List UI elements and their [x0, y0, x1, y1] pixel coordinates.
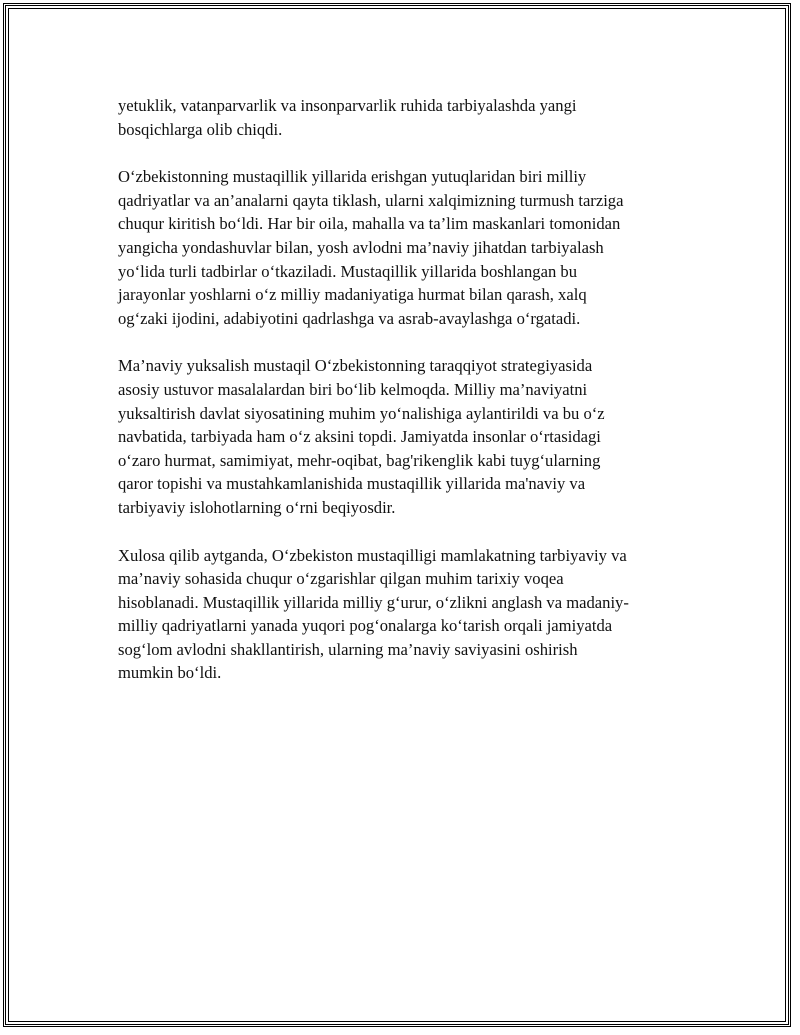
document-body: [118, 94, 698, 709]
text-line: jarayonlar yoshlarni o‘z milliy madaniyatiga hurmat bilan qarash, xalq: [118, 285, 587, 305]
text-line: qaror topishi va mustahkamlanishida mustaqillik yillarida ma'naviy va: [118, 474, 586, 494]
text-line: mumkin bo‘ldi.: [118, 663, 222, 683]
text-line: qadriyatlar va an’analarni qayta tiklash, ularni xalqimizning turmush tarziga: [118, 190, 624, 210]
text-line: yuksaltirish davlat siyosatining muhim yo‘nalishiga aylantirildi va bu o‘z: [118, 403, 605, 423]
text-line: chuqur kiritish bo‘ldi. Har bir oila, mahalla va ta’lim maskanlari tomonidan: [118, 214, 621, 234]
text-line: o‘zaro hurmat, samimiyat, mehr-oqibat, bag'rikenglik kabi tuyg‘ularning: [118, 450, 601, 470]
text-line: hisoblanadi. Mustaqillik yillarida milliy g‘urur, o‘zlikni anglash va madaniy-: [118, 592, 629, 612]
text-line: yetuklik, vatanparvarlik va insonparvarlik ruhida tarbiyalashda yangi: [118, 96, 577, 115]
paragraph-4: [118, 544, 698, 686]
text-line: milliy qadriyatlarni yanada yuqori pog‘onalarga ko‘tarish orqali jamiyatda: [118, 616, 613, 636]
paragraph-3: [118, 354, 698, 519]
text-line: Ma’naviy yuksalish mustaqil O‘zbekistonning taraqqiyot strategiyasida: [118, 356, 593, 376]
text-line: yangicha yondashuvlar bilan, yosh avlodni ma’naviy jihatdan tarbiyalash: [118, 237, 604, 257]
text-line: yo‘lida turli tadbirlar o‘tkaziladi. Mustaqillik yillarida boshlangan bu: [118, 261, 577, 281]
text-line: sog‘lom avlodni shakllantirish, ularning ma’naviy saviyasini oshirish: [118, 639, 578, 659]
text-line: bosqichlarga olib chiqdi.: [118, 119, 283, 139]
text-line: ma’naviy sohasida chuqur o‘zgarishlar qilgan muhim tarixiy voqea: [118, 569, 564, 589]
paragraph-1: [118, 94, 698, 141]
text-line: tarbiyaviy islohotlarning o‘rni beqiyosdir.: [118, 497, 396, 517]
text-line: og‘zaki ijodini, adabiyotini qadrlashga va asrab-avaylashga o‘rgatadi.: [118, 308, 581, 328]
text-line: asosiy ustuvor masalalardan biri bo‘lib kelmoqda. Milliy ma’naviyatni: [118, 379, 588, 399]
text-line: Xulosa qilib aytganda, O‘zbekiston mustaqilligi mamlakatning tarbiyaviy va: [118, 545, 627, 565]
text-line: O‘zbekistonning mustaqillik yillarida erishgan yutuqlaridan biri milliy: [118, 167, 587, 187]
text-line: navbatida, tarbiyada ham o‘z aksini topdi. Jamiyatda insonlar o‘rtasidagi: [118, 427, 601, 447]
paragraph-2: [118, 165, 698, 330]
